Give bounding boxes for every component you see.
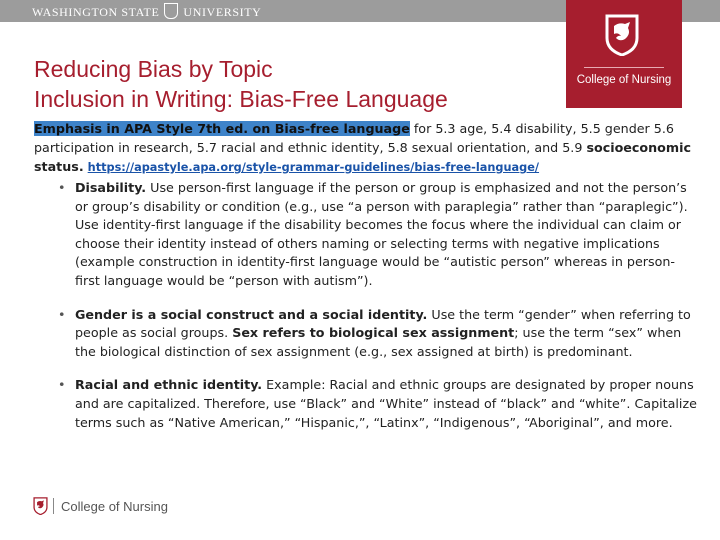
bullet-lead: Racial and ethnic identity.: [75, 377, 263, 393]
college-name: College of Nursing: [576, 74, 672, 86]
page-subtitle: Inclusion in Writing: Bias-Free Language: [34, 86, 448, 112]
footer-divider: [53, 498, 54, 514]
college-logo-tab: [566, 0, 682, 108]
intro-bold-tail: socioeconomic status.: [34, 140, 691, 174]
university-seal-icon: [164, 3, 178, 19]
bullet-text: Use person-first language if the person or group is emphasized and not the person’s or group’s disability or condition (e.g., use “a person with paraplegia” rather than “paraplegic”). Use identity-first language if the disability becomes the focus where the individual can claim or choose their identity instead of others naming or selecting terms with negative implications (example construction in identity-first language would be “autistic person” whereas in person-first language would be “person with autism”).: [75, 180, 688, 288]
cougar-head-icon: [33, 497, 48, 515]
bullet-text: Use the term “gender” when referring to people as social groups.: [75, 306, 691, 341]
footer-logo: [33, 496, 168, 515]
page-title: Reducing Bias by Topic: [34, 56, 273, 82]
bullet-lead: Disability.: [75, 180, 147, 195]
bullet-lead-2: Sex refers to biological sex assignment: [232, 325, 515, 341]
bullet-gender: [58, 306, 698, 362]
intro-paragraph: [34, 119, 714, 177]
intro-text: for 5.3 age, 5.4 disability, 5.5 gender 5.6 participation in research, 5.7 racial and ethnic identity, 5.8 sexual orientation, and 5.9: [34, 121, 674, 155]
logo-divider: [584, 67, 664, 68]
bullet-list: [58, 179, 698, 432]
intro-highlight: Emphasis in APA Style 7th ed. on Bias-free language: [34, 121, 410, 136]
bullet-lead: Gender is a social construct and a social identity.: [75, 306, 428, 322]
university-name-part-2: UNIVERSITY: [183, 5, 262, 19]
apa-style-link[interactable]: https://apastyle.apa.org/style-grammar-guidelines/bias-free-language/: [87, 161, 540, 174]
university-wordmark: [32, 3, 261, 20]
cougar-head-icon: [605, 14, 639, 56]
footer-college-name: College of Nursing: [61, 499, 168, 514]
university-name-part-1: WASHINGTON STATE: [32, 5, 160, 19]
bullet-text-2: ; use the term “sex” when the biological distinction of sex assignment (e.g., sex assigned at birth) is predominant.: [75, 325, 682, 359]
bullet-disability: [58, 179, 698, 291]
bullet-text: Example: Racial and ethnic groups are designated by proper nouns and are capitalized. Therefore, use “Black” and “White” instead of “black” and “white”. Capitalize terms such as “Native American,” “Hispanic,”, “Latinx”, “Indigenous”, “Aboriginal”, and more.: [75, 377, 697, 430]
bullet-racial-ethnic: [58, 376, 698, 432]
